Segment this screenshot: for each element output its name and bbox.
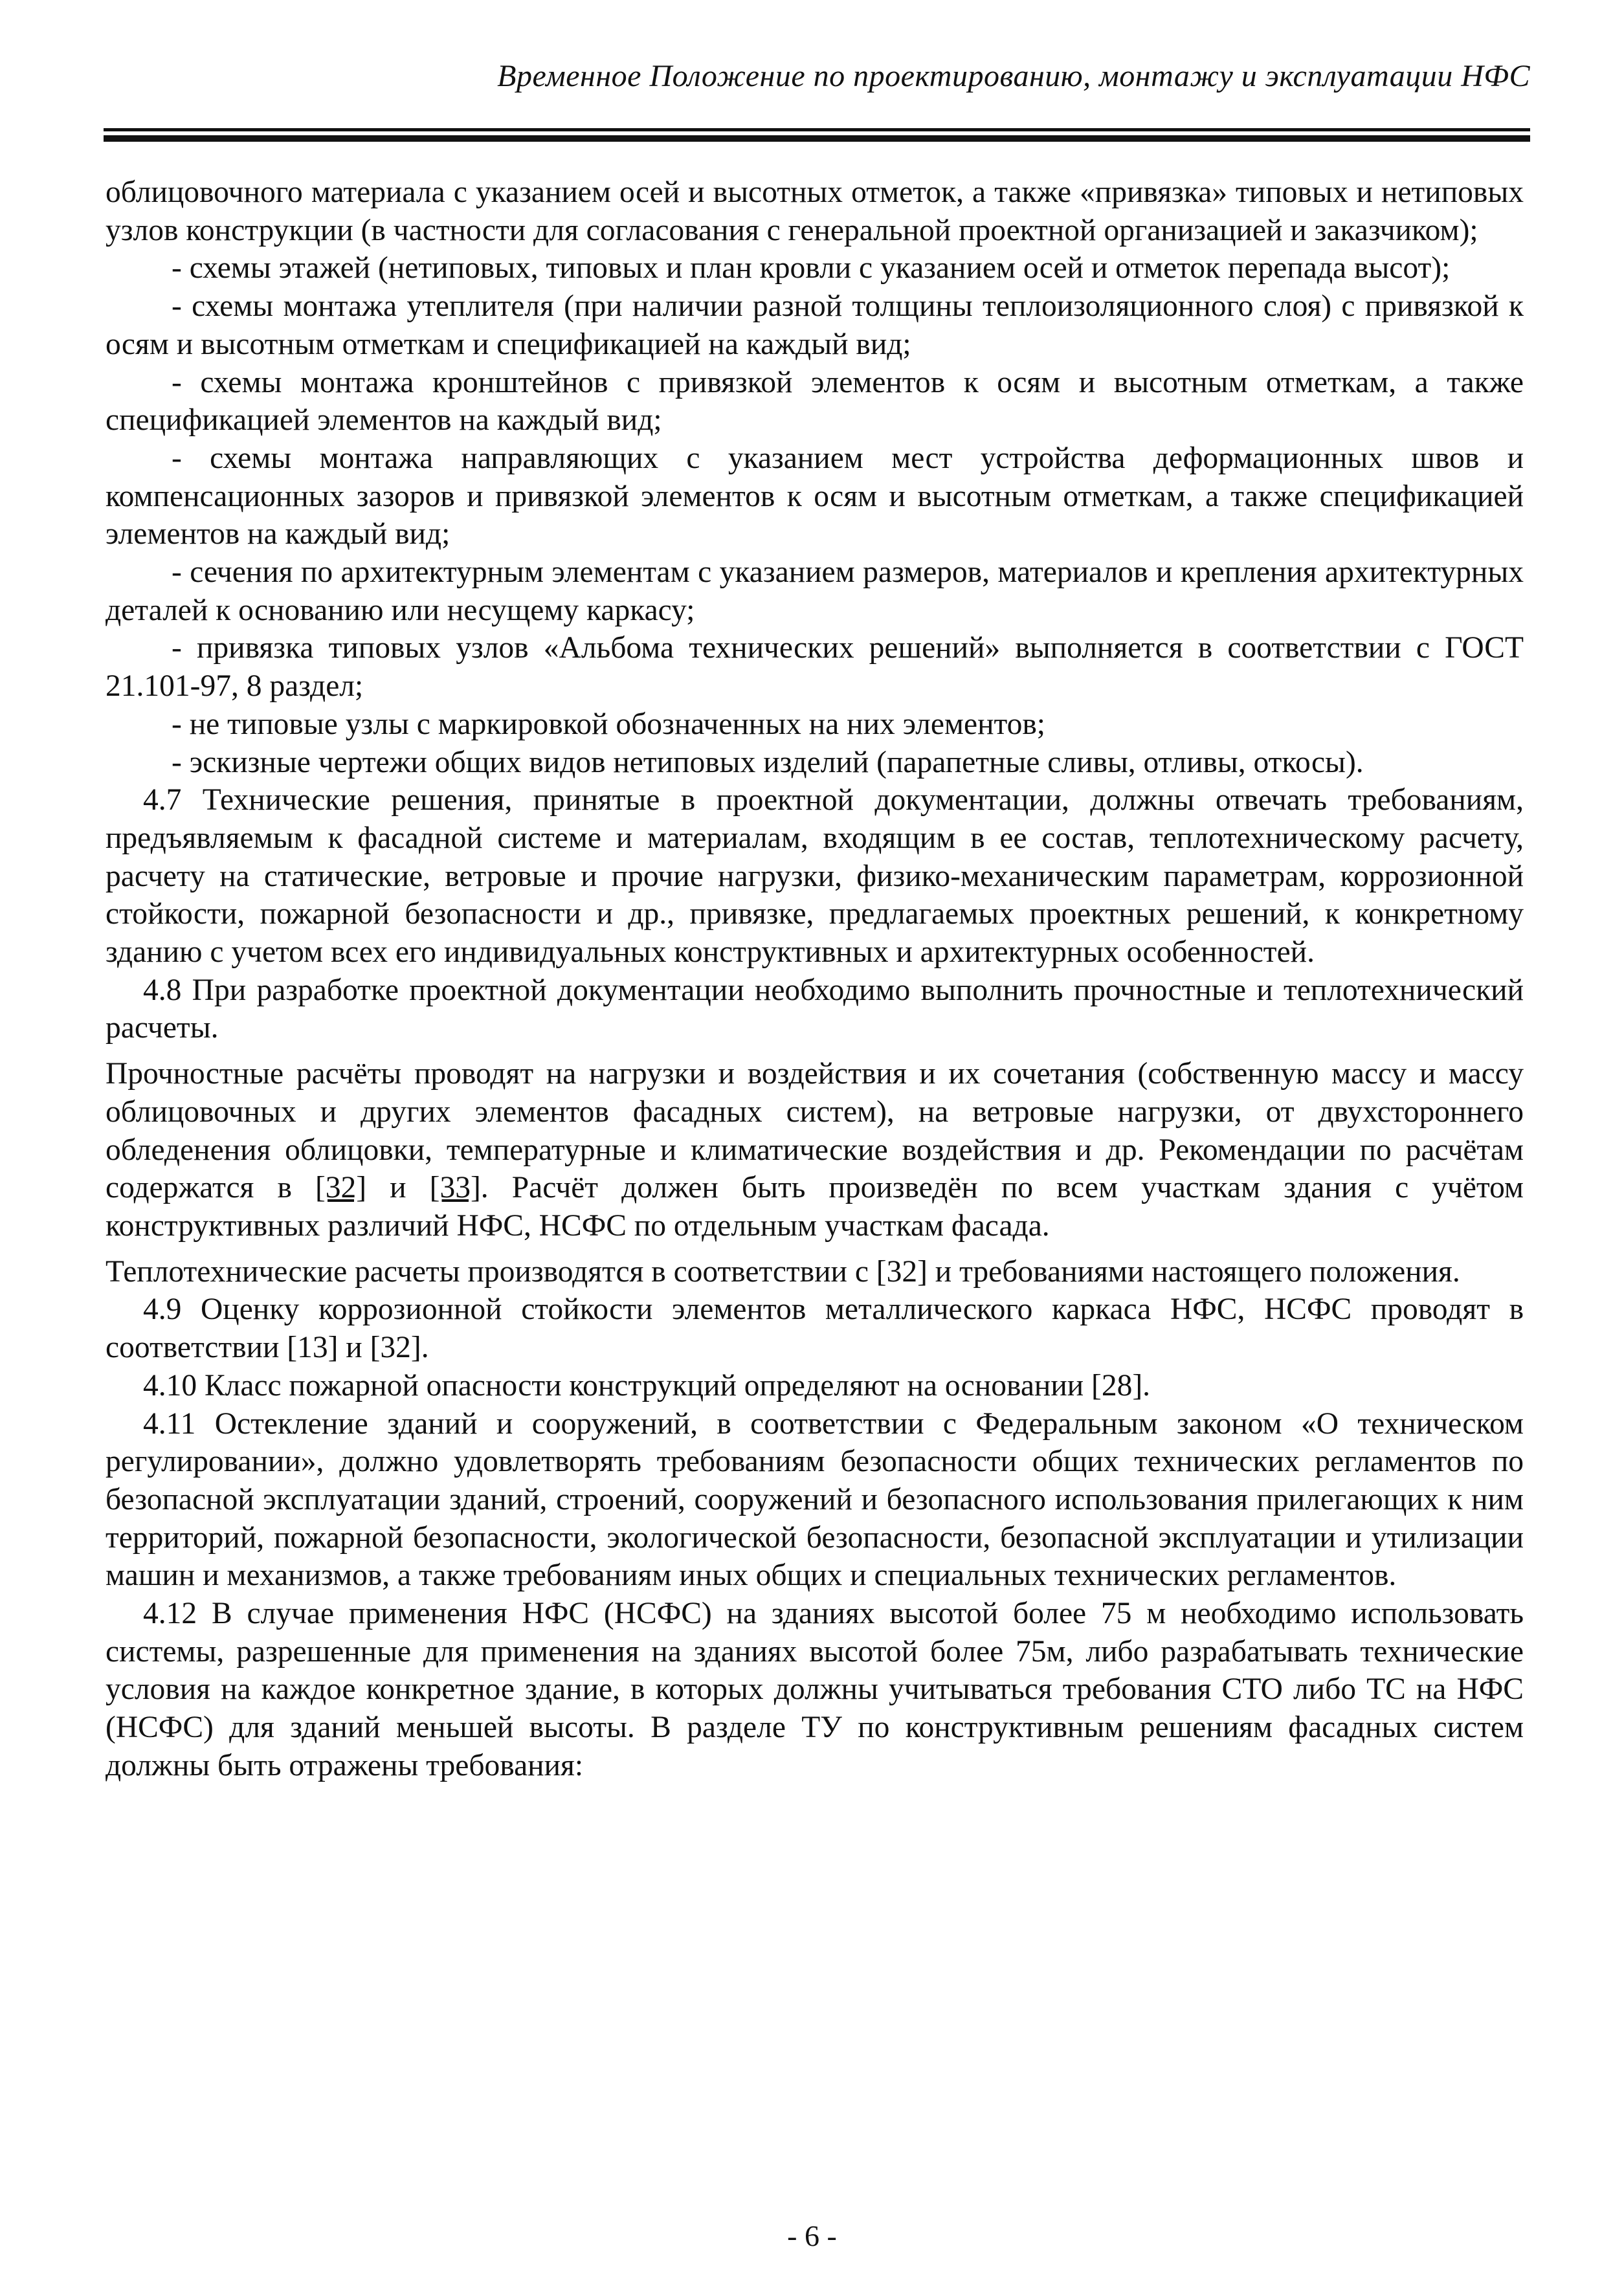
strength-text-a: Прочностные расчёты проводят на нагрузки и воздействия и их сочетания (собственную массу и массу облицовочных и других элементов фасадных систем), на ветровые нагрузки, от двухстороннего обледенения облицовки, температурные и климатические воздействия и др. Рекомендации по расчётам содержатся в (106, 1057, 1524, 1205)
strength-text-c: . Расчёт должен быть произведён по всем участкам здания с учётом конструктивных различий НФС, НСФС по отдельным участкам фасада. (106, 1171, 1524, 1243)
reference-link-32[interactable]: [32] (315, 1171, 367, 1205)
document-body (106, 173, 1524, 1785)
header-rule-thin (104, 128, 1530, 131)
list-item-floor-schemes: - схемы этажей (нетиповых, типовых и план кровли с указанием осей и отметок перепада высот); (172, 251, 1451, 285)
thermal-calculations-paragraph: Теплотехнические расчеты производятся в соответствии с [32] и требованиями настоящего положения. (106, 1254, 1460, 1289)
list-item-insulation-schemes: - схемы монтажа утеплителя (при наличии разной толщины теплоизоляционного слоя) с привязкой к осям и высотным отметкам и спецификацией на каждый вид; (106, 289, 1524, 361)
page-number: - 6 - (787, 2219, 837, 2252)
list-item-sketch-drawings: - эскизные чертежи общих видов нетиповых изделий (парапетные сливы, отливы, откосы). (172, 745, 1364, 779)
clause-4-9: 4.9 Оценку коррозионной стойкости элементов металлического каркаса НФС, НСФС проводят в соответствии [13] и [32]. (106, 1292, 1524, 1365)
clause-4-7: 4.7 Технические решения, принятые в проектной документации, должны отвечать требованиям, предъявляемым к фасадной системе и материалам, входящим в ее состав, теплотехническому расчету, расчету на статические, ветровые и прочие нагрузки, физико-механическим параметрам, коррозионной стойкости, пожарной безопасности и др., привязке, предлагаемых проектных решений, к конкретному зданию с учетом всех его индивидуальных конструктивных и архитектурных особенностей. (106, 783, 1524, 970)
clause-4-8: 4.8 При разработке проектной документации необходимо выполнить прочностные и теплотехнический расчеты. (106, 973, 1524, 1045)
clause-4-12: 4.12 В случае применения НФС (НСФС) на зданиях высотой более 75 м необходимо использовать системы, разрешенные для применения на зданиях высотой более 75м, либо разрабатывать технические условия на каждое конкретное здание, в которых должны учитываться требования СТО либо ТС на НФС (НСФС) для зданий меньшей высоты. В разделе ТУ по конструктивным решениям фасадных систем должны быть отражены требования: (106, 1597, 1524, 1782)
paragraph-continuation: облицовочного материала с указанием осей и высотных отметок, а также «привязка» типовых и нетиповых узлов конструкции (в частности для согласования с генеральной проектной организацией и заказчиком); (106, 175, 1524, 247)
strength-calculations-paragraph (106, 1055, 1524, 1245)
list-item-typical-nodes: - привязка типовых узлов «Альбома технических решений» выполняется в соответствии с ГОСТ 21.101-97, 8 раздел; (106, 631, 1524, 704)
list-item-sections: - сечения по архитектурным элементам с указанием размеров, материалов и крепления архитектурных деталей к основанию или несущему каркасу; (106, 555, 1524, 627)
header-rule-thick (104, 135, 1530, 142)
running-header: Временное Положение по проектированию, монтажу и эксплуатации НФС (497, 59, 1530, 93)
list-item-bracket-schemes: - схемы монтажа кронштейнов с привязкой элементов к осям и высотным отметкам, а также спецификацией элементов на каждый вид; (106, 365, 1524, 438)
reference-link-33[interactable]: [33] (429, 1171, 481, 1205)
strength-text-b: и (366, 1171, 430, 1205)
list-item-nontypical-nodes: - не типовые узлы с маркировкой обозначенных на них элементов; (172, 707, 1045, 741)
clause-4-11: 4.11 Остекление зданий и сооружений, в соответствии с Федеральным законом «О техническом регулировании», должно удовлетворять требованиям безопасности общих технических регламентов по безопасной эксплуатации зданий, строений, сооружений и безопасного использования прилегающих к ним территорий, пожарной безопасности, экологической безопасности, безопасной эксплуатации и утилизации машин и механизмов, а также требованиям иных общих и специальных технических регламентов. (106, 1406, 1524, 1593)
list-item-guide-schemes: - схемы монтажа направляющих с указанием мест устройства деформационных швов и компенсационных зазоров и привязкой элементов к осям и высотным отметкам, а также спецификацией элементов на каждый вид; (106, 441, 1524, 551)
clause-4-10: 4.10 Класс пожарной опасности конструкций определяют на основании [28]. (143, 1368, 1151, 1403)
